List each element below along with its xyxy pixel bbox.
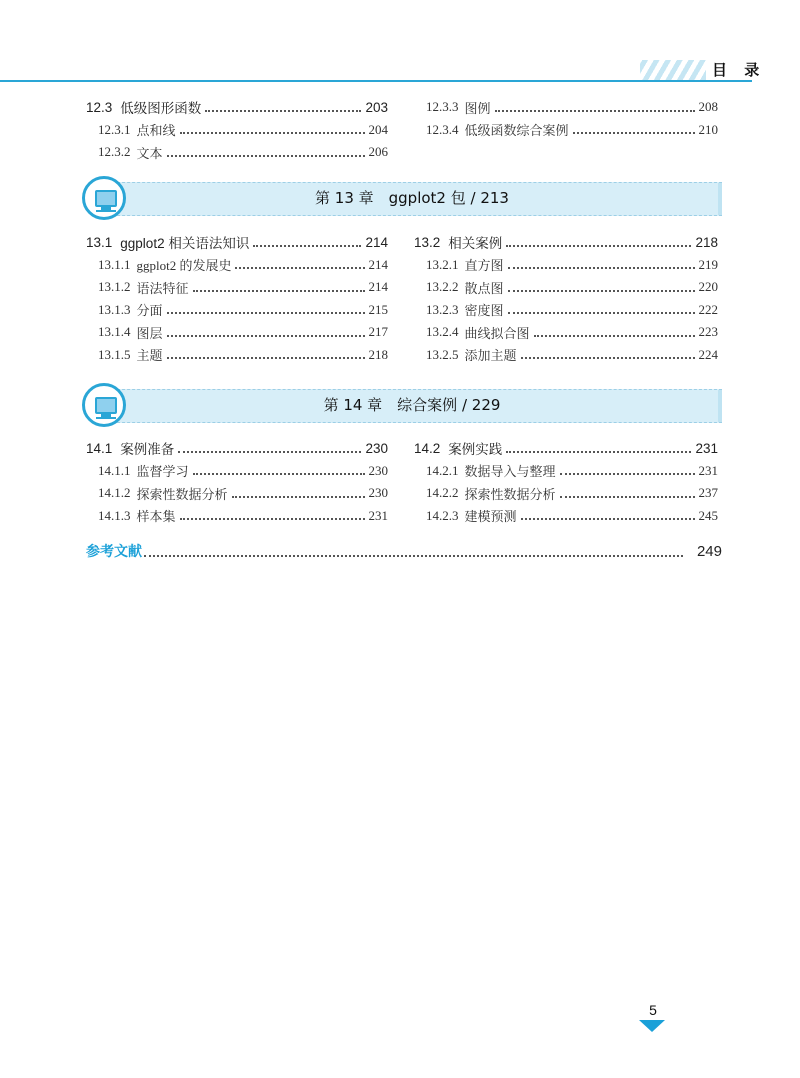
header-rule [0,80,752,82]
toc-entry-title: 语法特征 [136,280,189,296]
toc-entry-number: 13.1.3 [98,301,131,317]
toc-entry-title: 主题 [136,348,163,364]
toc-entry-number: 14.1 [86,440,113,456]
toc-entry[interactable] [86,96,388,119]
toc-entry[interactable] [86,321,388,344]
toc-entry-page: 217 [368,324,388,340]
chapter-14-banner[interactable] [82,383,722,427]
toc-entry-number: 12.3.2 [98,144,131,160]
toc-entry-number: 13.1.2 [98,279,131,295]
page-header [0,58,800,84]
toc-entry-title: 密度图 [464,303,504,319]
toc-block1-left [86,96,388,164]
toc-entry-title: 低级图形函数 [120,101,202,117]
leader-dots [180,517,365,520]
leader-dots [193,472,365,475]
toc-entry[interactable] [86,299,388,322]
toc-entry-title: 分面 [136,303,163,319]
toc-entry-title: 文本 [136,145,163,161]
toc-entry-title: 相关案例 [448,236,503,252]
leader-dots [506,450,691,453]
toc-entry[interactable] [414,96,718,119]
toc-entry[interactable] [414,437,718,460]
toc-entry-title: 曲线拟合图 [464,325,530,341]
toc-entry-page: 231 [695,440,718,456]
page-arrow-icon [639,1020,665,1032]
toc-entry-page: 218 [695,234,718,250]
toc-entry[interactable] [414,119,718,142]
toc-entry-page: 230 [365,440,388,456]
leader-dots [495,109,695,112]
toc-entry-page: 245 [698,507,718,523]
chapter-13-title: 第 13 章 ggplot2 包 / 213 [315,189,509,207]
toc-entry-number: 13.1.5 [98,346,131,362]
leader-dots [167,334,365,337]
toc-entry-page: 220 [698,279,718,295]
toc-entry[interactable] [86,276,388,299]
toc-entry-number: 14.2 [414,440,441,456]
leader-dots [167,356,365,359]
toc-entry-number: 14.2.1 [426,462,459,478]
leader-dots [521,356,695,359]
toc-entry-title: 案例准备 [120,442,175,458]
toc-entry-page: 215 [368,301,388,317]
leader-dots [560,495,695,498]
toc-entry-page: 230 [368,462,388,478]
leader-dots [508,289,695,292]
leader-dots [534,334,695,337]
toc-entry-page: 223 [698,324,718,340]
toc-entry-number: 13.2 [414,234,441,250]
toc-entry[interactable] [414,299,718,322]
toc-block3-right [414,437,718,527]
toc-entry-title: 添加主题 [464,348,517,364]
chapter-13-banner[interactable] [82,176,722,220]
leader-dots [232,495,365,498]
toc-entry-number: 12.3.3 [426,99,459,115]
leader-dots [193,289,365,292]
toc-block2-left [86,231,388,366]
toc-entry-page: 218 [368,346,388,362]
leader-dots [560,472,695,475]
toc-entry-number: 12.3 [86,99,113,115]
references-page: 249 [696,542,722,560]
toc-entry-number: 13.2.4 [426,324,459,340]
toc-entry-page: 222 [698,301,718,317]
leader-dots [573,131,695,134]
toc-entry[interactable] [414,276,718,299]
leader-dots [508,266,695,269]
toc-entry-title: 点和线 [136,123,176,139]
toc-entry-page: 210 [698,121,718,137]
toc-entry-number: 13.2.1 [426,256,459,272]
toc-entry-number: 13.1.4 [98,324,131,340]
leader-dots [167,154,365,157]
toc-entry-number: 13.1.1 [98,256,131,272]
toc-block2-right [414,231,718,366]
toc-entry-title: 监督学习 [136,464,189,480]
toc-entry[interactable] [86,505,388,528]
toc-entry-number: 14.2.2 [426,485,459,501]
toc-entry[interactable] [414,505,718,528]
toc-entry-number: 14.1.1 [98,462,131,478]
toc-entry-number: 13.2.2 [426,279,459,295]
toc-entry-title: 样本集 [136,509,176,525]
toc-block1-right [414,96,718,141]
toc-entry[interactable] [414,321,718,344]
toc-entry[interactable] [86,482,388,505]
toc-entry-number: 14.1.2 [98,485,131,501]
toc-entry-number: 14.2.3 [426,507,459,523]
leader-dots [521,517,695,520]
toc-entry-title: 案例实践 [448,442,503,458]
toc-entry[interactable] [86,231,388,254]
toc-references-entry[interactable] [86,539,722,563]
toc-entry-title: 图层 [136,325,163,341]
toc-entry-number: 13.1 [86,234,113,250]
leader-dots [253,244,361,247]
chapter-14-title: 第 14 章 综合案例 / 229 [323,396,501,414]
toc-entry[interactable] [86,460,388,483]
leader-dots [235,266,364,269]
toc-entry-page: 203 [365,99,388,115]
toc-entry[interactable] [86,141,388,164]
toc-entry[interactable] [86,344,388,367]
toc-entry-title: 图例 [464,100,491,116]
toc-entry-page: 214 [368,256,388,272]
toc-entry-page: 230 [368,485,388,501]
leader-dots [205,109,361,112]
toc-entry-page: 231 [698,462,718,478]
toc-entry[interactable] [86,437,388,460]
toc-entry[interactable] [414,344,718,367]
toc-entry-page: 208 [698,99,718,115]
toc-entry[interactable] [86,254,388,277]
references-title: 参考文献 [86,544,142,560]
toc-entry-title: 建模预测 [464,509,517,525]
toc-entry-number: 12.3.4 [426,121,459,137]
leader-dots [180,131,365,134]
toc-entry[interactable] [414,482,718,505]
toc-entry-title: ggplot2 相关语法知识 [120,236,250,252]
leader-dots [506,244,691,247]
toc-entry-title: 散点图 [464,280,504,296]
leader-dots [167,311,365,314]
toc-entry-title: 探索性数据分析 [464,486,556,502]
toc-entry[interactable] [86,119,388,142]
toc-entry-number: 13.2.5 [426,346,459,362]
toc-entry-page: 214 [365,234,388,250]
toc-entry-page: 237 [698,485,718,501]
toc-entry-page: 224 [698,346,718,362]
toc-entry-number: 14.1.3 [98,507,131,523]
toc-entry-title: 低级函数综合案例 [464,123,569,139]
toc-entry-title: ggplot2 的发展史 [136,258,232,274]
toc-block3-left [86,437,388,527]
leader-dots [508,311,695,314]
toc-entry-page: 214 [368,279,388,295]
page-number: 5 [649,1002,657,1018]
toc-entry[interactable] [414,231,718,254]
toc-entry-title: 直方图 [464,258,504,274]
toc-entry-page: 204 [368,121,388,137]
toc-entry-page: 219 [698,256,718,272]
toc-entry[interactable] [414,460,718,483]
header-title: 目 录 [706,60,769,80]
leader-dots [178,450,361,453]
toc-entry-number: 13.2.3 [426,301,459,317]
toc-entry-number: 12.3.1 [98,121,131,137]
toc-entry-title: 数据导入与整理 [464,464,556,480]
toc-entry-page: 206 [368,144,388,160]
toc-entry[interactable] [414,254,718,277]
leader-dots [144,554,683,557]
toc-entry-title: 探索性数据分析 [136,486,228,502]
toc-entry-page: 231 [368,507,388,523]
